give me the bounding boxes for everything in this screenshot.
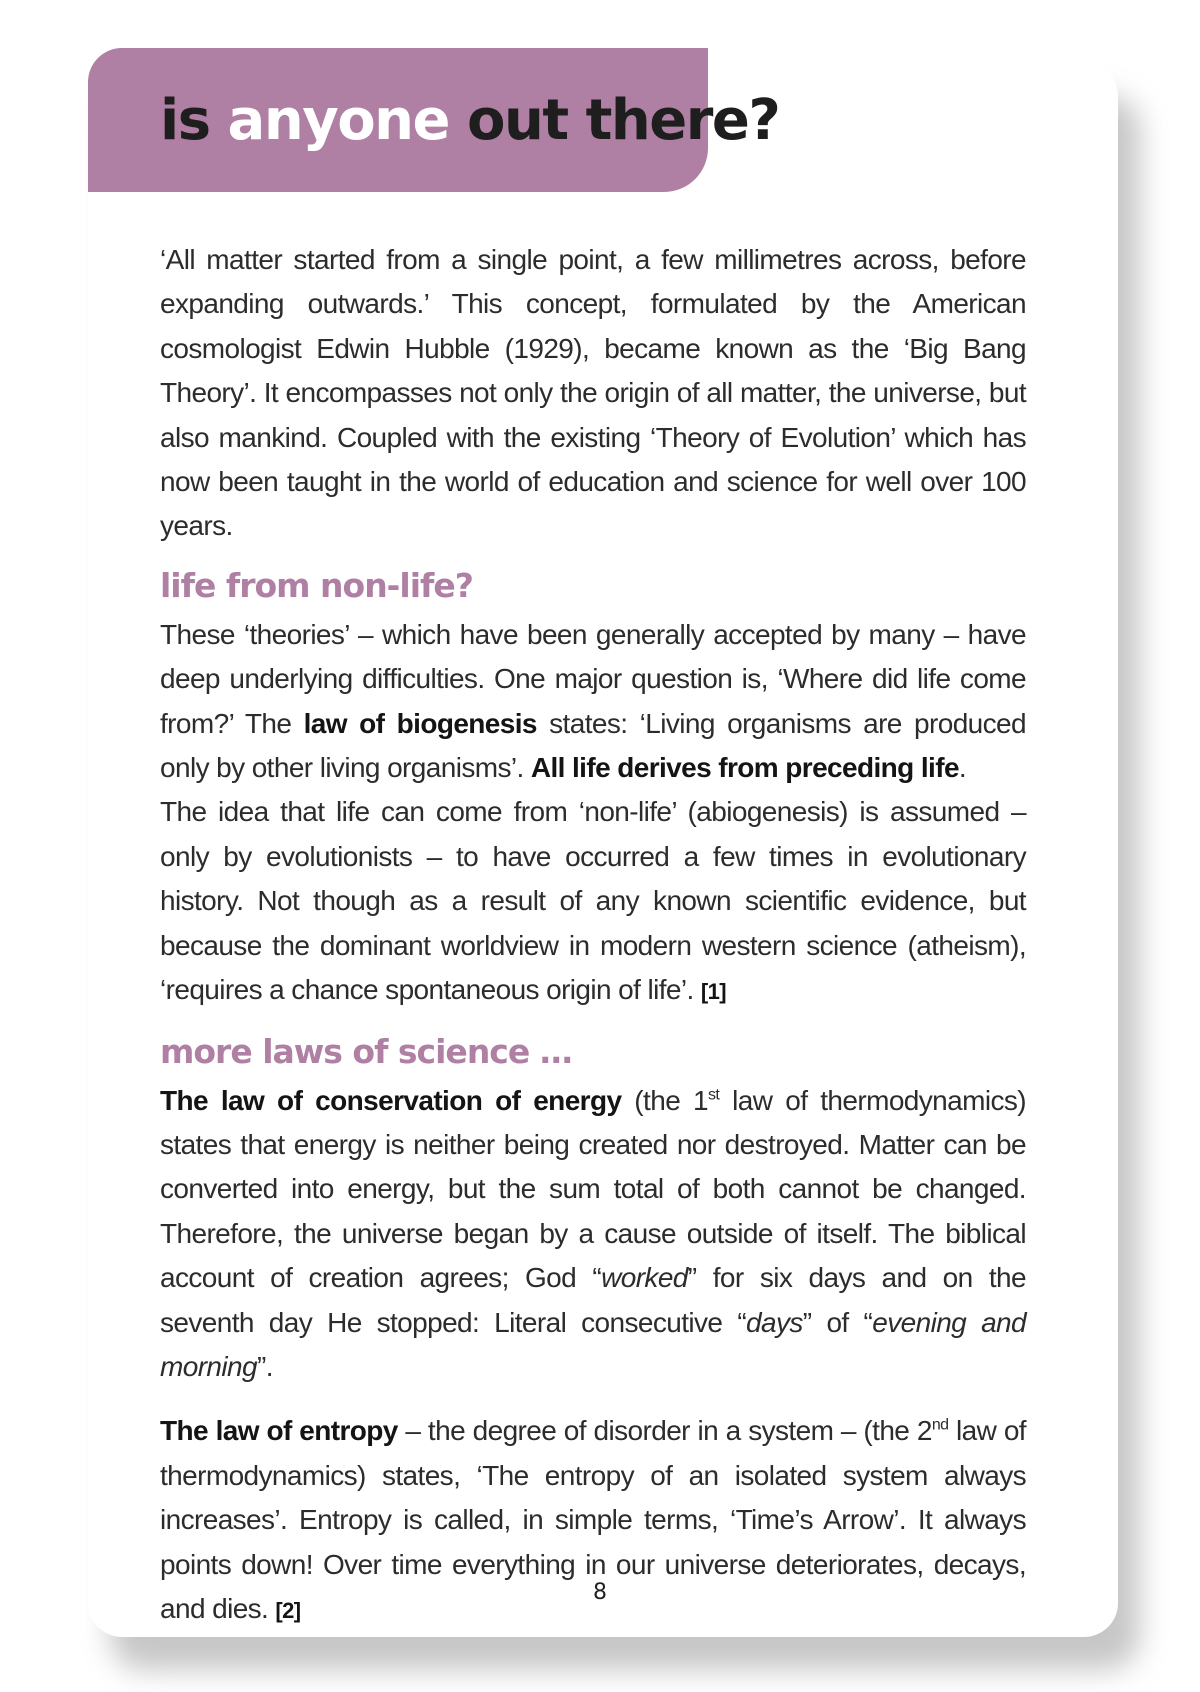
abiogenesis-paragraph bbox=[160, 790, 1026, 1014]
title-word-1: is bbox=[160, 87, 228, 153]
text-run: ”. bbox=[256, 1350, 273, 1382]
text-run: ” for six days and on the seventh day He stopped: Literal consecutive “ bbox=[160, 1262, 1026, 1338]
title-accent-word: anyone bbox=[227, 87, 450, 153]
text-run: – the degree of disorder in a system – (the 2 bbox=[397, 1415, 932, 1447]
italic-text: days bbox=[746, 1306, 803, 1338]
page-number: 8 bbox=[593, 1580, 607, 1605]
text-run: (the 1 bbox=[621, 1084, 709, 1116]
text-run: . bbox=[958, 752, 967, 784]
title-word-3: out there? bbox=[449, 87, 780, 153]
bold-term-conservation: The law of conservation of energy bbox=[160, 1084, 622, 1116]
page-title bbox=[160, 88, 779, 153]
italic-text: evening and morning bbox=[160, 1306, 1026, 1382]
bold-term-entropy: The law of entropy bbox=[160, 1415, 398, 1447]
conservation-paragraph bbox=[160, 1079, 1026, 1390]
biogenesis-paragraph bbox=[160, 613, 1026, 791]
body-content bbox=[160, 238, 1026, 1633]
text-run: These ‘theories’ – which have been generally accepted by many – have deep underlying difficulties. One major question is, ‘Where did life come from?’ The bbox=[160, 618, 1026, 739]
text-run: law of thermodynamics) states, ‘The entropy of an isolated system always increases’. Entropy is called, in simple terms, ‘Time’s Arrow’. It always points down! Over time everything in our universe deteriorates, decays, and dies. bbox=[160, 1415, 1026, 1624]
section-heading-life: life from non-life? bbox=[160, 565, 473, 605]
italic-text: worked bbox=[601, 1262, 688, 1294]
text-run: law of thermodynamics) states that energy is neither being created nor destroyed. Matter can be converted into energy, but the sum total of both cannot be changed. Therefore, the universe began by a cause outside of itself. The biblical account of creation agrees; God “ bbox=[160, 1084, 1026, 1294]
superscript: nd bbox=[931, 1417, 949, 1435]
text-run: states: ‘Living organisms are produced only by other living organisms’. bbox=[160, 707, 1026, 784]
text-run: ” of “ bbox=[802, 1306, 873, 1338]
bold-statement-life: All life derives from preceding life bbox=[530, 752, 959, 784]
text-run: The idea that life can come from ‘non-life’ (abiogenesis) is assumed – only by evolutionists – to have occurred a few times in evolutionary history. Not though as a result of any known scientific evidence, but because the dominant worldview in modern western science (atheism), ‘requires a chance spontaneous origin of life’. bbox=[160, 796, 1026, 1006]
intro-paragraph: ‘All matter started from a single point, a few millimetres across, before expanding outwards.’ This concept, formulated by the American cosmologist Edwin Hubble (1929), became known as the ‘Big Bang Theory’. It encompasses not only the origin of all matter, the universe, but also mankind. Coupled with the existing ‘Theory of Evolution’ which has now been taught in the world of education and science for well over 100 years. bbox=[160, 244, 1026, 542]
section-heading-laws: more laws of science … bbox=[160, 1031, 572, 1071]
citation-ref-2: [2] bbox=[275, 1597, 301, 1623]
superscript: st bbox=[708, 1086, 720, 1104]
title-banner bbox=[88, 48, 780, 192]
citation-ref-1: [1] bbox=[700, 979, 726, 1005]
bold-term-biogenesis: law of biogenesis bbox=[303, 707, 537, 739]
